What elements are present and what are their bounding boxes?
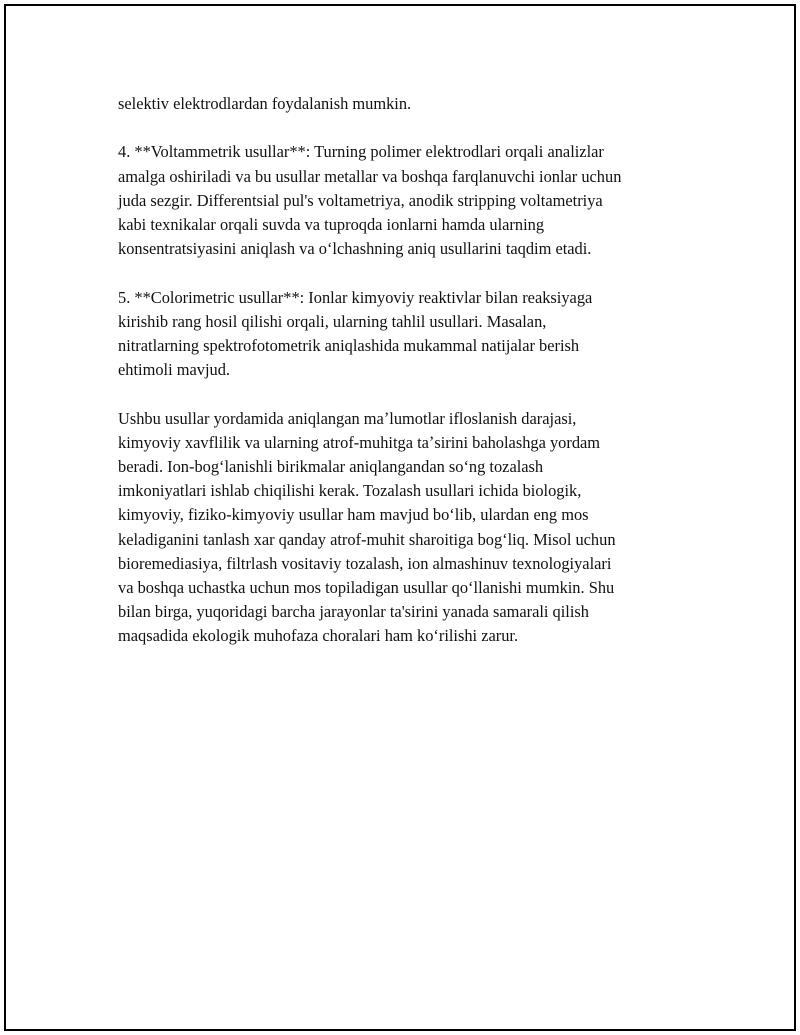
- paragraph-voltammetric-methods: 4. **Voltammetrik usullar**: Turning polimer elektrodlari orqali analizlar amalga oshiriladi va bu usullar metallar va boshqa farqlanuvchi ionlar uchun juda sezgir. Differentsial pul's voltametriya, anodik stripping voltametriya kabi texnikalar orqali suvda va tuproqda ionlarni hamda ularning konsentratsiyasini aniqlash va oʻlchashning aniq usullarini taqdim etadi.: [118, 142, 622, 259]
- paragraph-summary: Ushbu usullar yordamida aniqlangan maʼlumotlar ifloslanish darajasi, kimyoviy xavflilik va ularning atrof-muhitga taʼsirini baholashga yordam beradi. Ion-bogʻlanishli birikmalar aniqlangandan soʻng tozalash imkoniyatlari ishlab chiqilishi kerak. Tozalash usullari ichida biologik, kimyoviy, fiziko-kimyoviy usullar ham mavjud boʻlib, ulardan eng mos keladiganini tanlash xar qanday atrof-muhit sharoitiga bogʻliq. Misol uchun bioremediasiya, filtrlash vositaviy tozalash, ion almashinuv texnologiyalari va boshqa uchastka uchun mos topiladigan usullar qoʻllanishi mumkin. Shu bilan birga, yuqoridagi barcha jarayonlar ta'sirini yanada samarali qilish maqsadida ekologik muhofaza choralari ham koʻrilishi zarur.: [118, 408, 616, 646]
- document-body: [118, 92, 688, 673]
- paragraph-continuation: selektiv elektrodlardan foydalanish mumkin.: [118, 94, 412, 113]
- paragraph-colorimetric-methods: 5. **Colorimetric usullar**: Ionlar kimyoviy reaktivlar bilan reaksiyaga kirishib rang hosil qilishi orqali, ularning tahlil usullari. Masalan, nitratlarning spektrofotometrik aniqlashida mukammal natijalar berish ehtimoli mavjud.: [118, 287, 593, 380]
